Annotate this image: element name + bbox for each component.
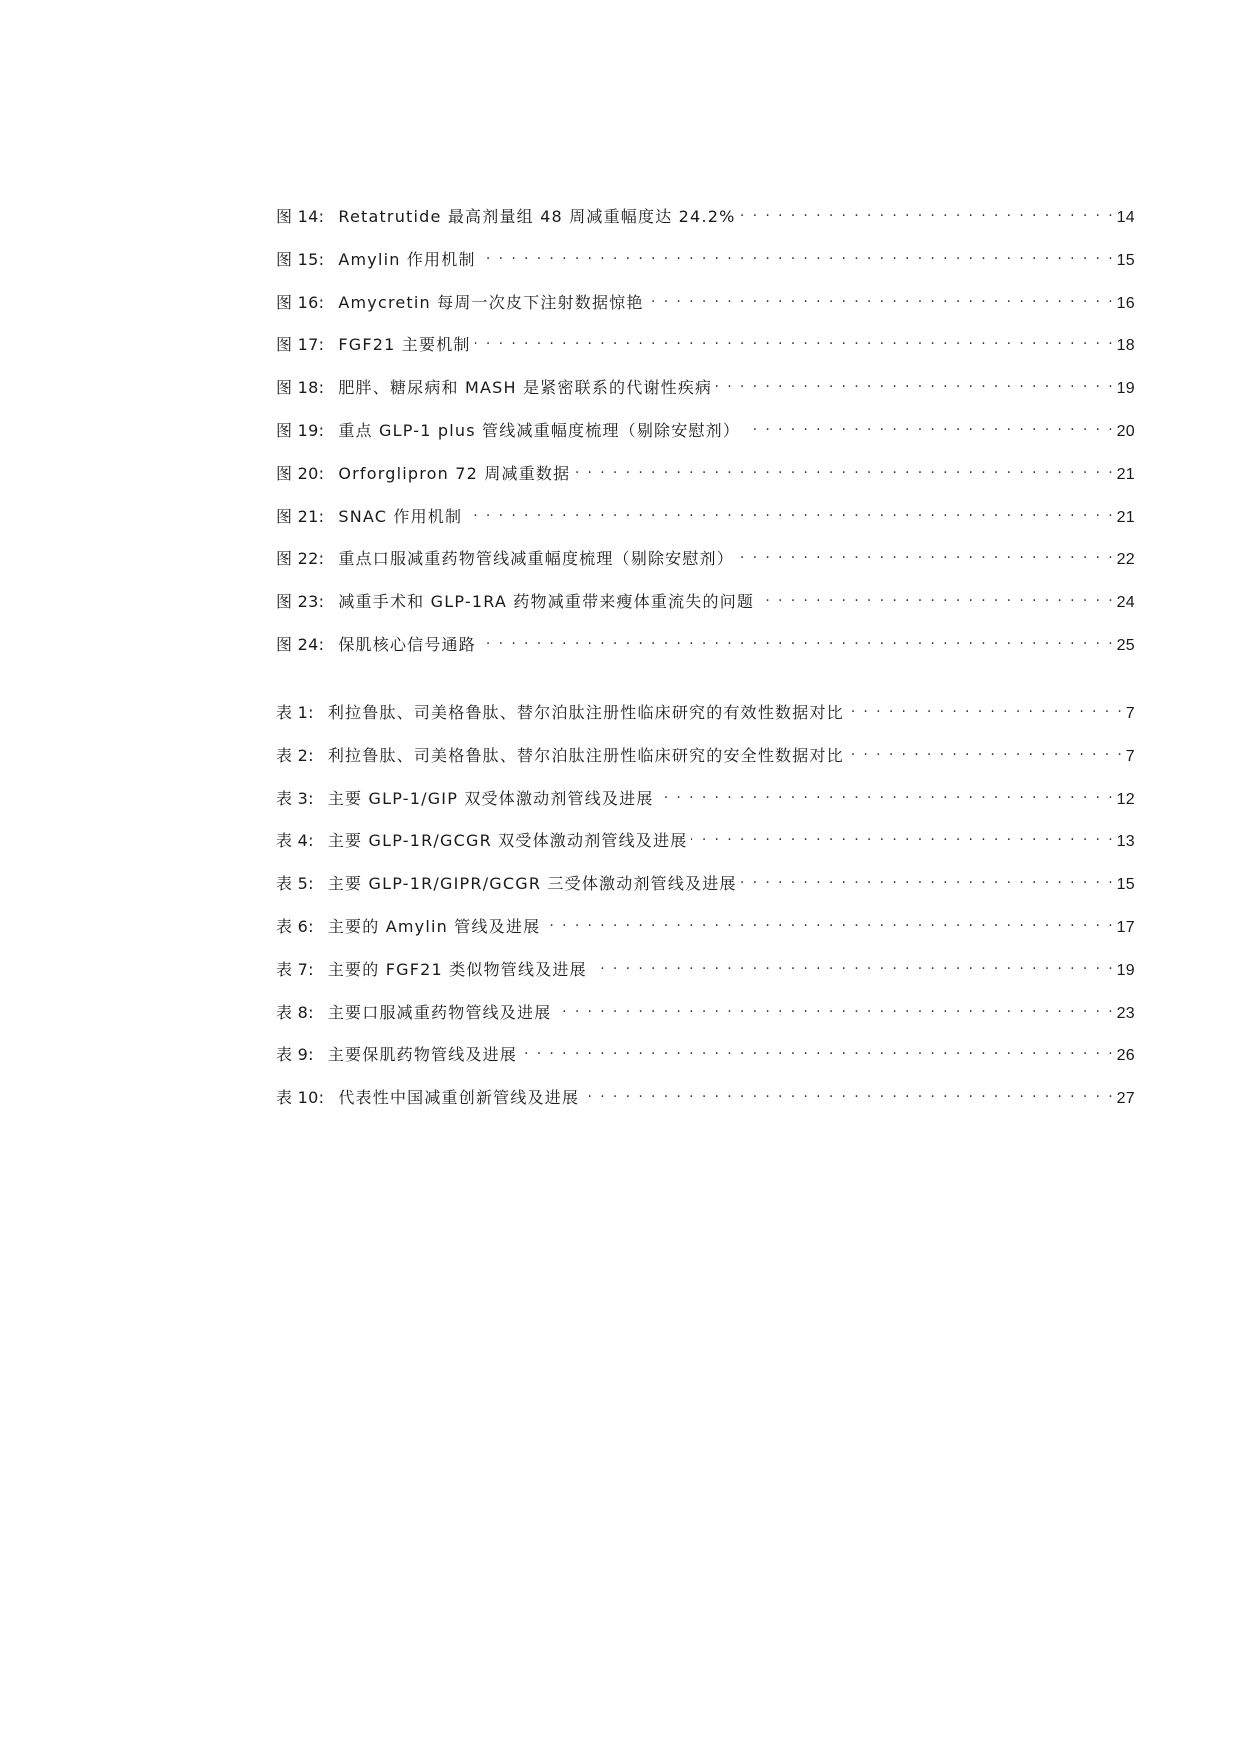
toc-entry-label: 表 5: xyxy=(276,874,314,894)
toc-entry-label: 图 24: xyxy=(276,634,325,654)
toc-entry[interactable] xyxy=(276,785,1135,828)
toc-entry-page: 21 xyxy=(1116,465,1135,483)
toc-entry-page: 23 xyxy=(1116,1004,1135,1022)
dot-leader xyxy=(591,957,1115,975)
toc-entry-title: 肥胖、糖尿病和 MASH 是紧密联系的代谢性疾病 xyxy=(338,378,713,398)
toc-entry-page: 20 xyxy=(1116,422,1135,440)
dot-leader xyxy=(648,290,1115,308)
dot-leader xyxy=(691,828,1114,846)
toc-entry-title: 重点口服减重药物管线减重幅度梳理（剔除安慰剂） xyxy=(338,549,734,569)
toc-entry-label: 表 4: xyxy=(276,831,314,851)
toc-entry-label: 图 17: xyxy=(276,335,325,355)
dot-leader xyxy=(574,461,1114,479)
toc-entry[interactable] xyxy=(276,1041,1135,1084)
toc-entry-title: 代表性中国减重创新管线及进展 xyxy=(338,1088,580,1108)
toc-entry-page: 7 xyxy=(1125,705,1135,722)
toc-entry-page: 15 xyxy=(1116,251,1135,269)
toc-entry-title: SNAC 作用机制 xyxy=(338,506,463,526)
toc-entry[interactable] xyxy=(276,503,1135,546)
toc-entry-title: 主要 GLP-1/GIP 双受体激动剂管线及进展 xyxy=(327,788,654,808)
toc-entry-title: 主要的 Amylin 管线及进展 xyxy=(327,916,541,936)
toc-entry-page: 12 xyxy=(1116,790,1135,808)
toc-entry-label: 图 22: xyxy=(276,549,325,569)
dot-leader xyxy=(480,632,1115,650)
dot-leader xyxy=(480,247,1115,265)
dot-leader xyxy=(758,589,1115,607)
figures-toc xyxy=(276,203,1135,674)
toc-entry-label: 图 14: xyxy=(276,207,325,226)
toc-entry-label: 表 9: xyxy=(276,1045,314,1065)
toc-entry[interactable] xyxy=(276,956,1135,999)
dot-leader xyxy=(741,871,1115,889)
toc-entry-page: 21 xyxy=(1116,508,1135,526)
toc-entry-title: 重点 GLP-1 plus 管线减重幅度梳理（剔除安慰剂） xyxy=(338,420,741,440)
toc-entry-label: 表 3: xyxy=(276,788,314,808)
toc-entry[interactable] xyxy=(276,246,1135,289)
toc-entry-title: 主要 GLP-1R/GIPR/GCGR 三受体激动剂管线及进展 xyxy=(327,874,737,894)
dot-leader xyxy=(475,332,1115,350)
toc-entry-page: 14 xyxy=(1116,209,1135,226)
toc-entry-title: 主要口服减重药物管线及进展 xyxy=(327,1002,552,1022)
toc-entry-page: 18 xyxy=(1116,337,1135,355)
toc-entry-label: 表 1: xyxy=(276,703,314,722)
toc-entry-title: Orforglipron 72 周减重数据 xyxy=(338,463,571,483)
toc-entry-page: 26 xyxy=(1116,1047,1135,1065)
toc-entry[interactable] xyxy=(276,870,1135,913)
toc-entry[interactable] xyxy=(276,1084,1135,1127)
tables-toc xyxy=(276,699,1135,1127)
toc-entry-title: Amylin 作用机制 xyxy=(338,249,476,269)
toc-entry-label: 表 6: xyxy=(276,916,314,936)
toc-entry-title: 主要保肌药物管线及进展 xyxy=(327,1045,518,1065)
toc-entry-label: 表 8: xyxy=(276,1002,314,1022)
dot-leader xyxy=(738,546,1115,564)
dot-leader xyxy=(583,1085,1114,1103)
toc-entry-title: 减重手术和 GLP-1RA 药物减重带来瘦体重流失的问题 xyxy=(338,592,755,612)
dot-leader xyxy=(555,1000,1114,1018)
toc-entry-page: 7 xyxy=(1125,747,1135,765)
toc-entry-page: 22 xyxy=(1116,551,1135,569)
toc-entry[interactable] xyxy=(276,545,1135,588)
toc-entry-label: 图 15: xyxy=(276,249,325,269)
toc-entry-page: 15 xyxy=(1116,876,1135,894)
toc-entry-page: 16 xyxy=(1116,294,1135,312)
toc-entry[interactable] xyxy=(276,827,1135,870)
dot-leader xyxy=(521,1042,1115,1060)
toc-entry-title: 主要 GLP-1R/GCGR 双受体激动剂管线及进展 xyxy=(327,831,688,851)
dot-leader xyxy=(744,418,1115,436)
dot-leader xyxy=(848,743,1124,761)
toc-entry[interactable] xyxy=(276,588,1135,631)
toc-entry-label: 图 18: xyxy=(276,378,325,398)
toc-entry-title: FGF21 主要机制 xyxy=(338,335,471,355)
toc-entry-title: 主要的 FGF21 类似物管线及进展 xyxy=(327,959,587,979)
dot-leader xyxy=(658,786,1115,804)
toc-entry-page: 17 xyxy=(1116,918,1135,936)
toc-entry[interactable] xyxy=(276,631,1135,674)
toc-entry-title: 利拉鲁肽、司美格鲁肽、替尔泊肽注册性临床研究的安全性数据对比 xyxy=(327,745,844,765)
toc-entry-page: 27 xyxy=(1116,1090,1135,1108)
toc-entry[interactable] xyxy=(276,699,1135,742)
dot-leader xyxy=(740,204,1115,222)
toc-entry-label: 表 10: xyxy=(276,1088,325,1108)
toc-entry-title: Retatrutide 最高剂量组 48 周减重幅度达 24.2% xyxy=(338,207,736,226)
toc-entry[interactable] xyxy=(276,289,1135,332)
toc-entry-page: 25 xyxy=(1116,636,1135,654)
toc-entry[interactable] xyxy=(276,742,1135,785)
toc-entry[interactable] xyxy=(276,913,1135,956)
dot-leader xyxy=(544,914,1114,932)
toc-entry-label: 图 21: xyxy=(276,506,325,526)
dot-leader xyxy=(466,504,1114,522)
toc-entry-label: 图 20: xyxy=(276,463,325,483)
dot-leader xyxy=(716,375,1114,393)
toc-entry-title: Amycretin 每周一次皮下注射数据惊艳 xyxy=(338,292,644,312)
toc-entry-title: 保肌核心信号通路 xyxy=(338,634,476,654)
toc-entry[interactable] xyxy=(276,460,1135,503)
toc-entry-page: 13 xyxy=(1116,833,1135,851)
toc-entry-page: 19 xyxy=(1116,961,1135,979)
toc-entry-label: 表 7: xyxy=(276,959,314,979)
toc-entry[interactable] xyxy=(276,374,1135,417)
toc-entry[interactable] xyxy=(276,999,1135,1042)
toc-entry-label: 图 16: xyxy=(276,292,325,312)
toc-entry-page: 19 xyxy=(1116,380,1135,398)
toc-entry[interactable] xyxy=(276,331,1135,374)
toc-entry[interactable] xyxy=(276,203,1135,246)
toc-entry-label: 图 19: xyxy=(276,420,325,440)
toc-entry[interactable] xyxy=(276,417,1135,460)
toc-entry-label: 图 23: xyxy=(276,592,325,612)
toc-entry-page: 24 xyxy=(1116,594,1135,612)
toc-entry-title: 利拉鲁肽、司美格鲁肽、替尔泊肽注册性临床研究的有效性数据对比 xyxy=(327,703,844,722)
dot-leader xyxy=(848,700,1124,718)
toc-entry-label: 表 2: xyxy=(276,745,314,765)
